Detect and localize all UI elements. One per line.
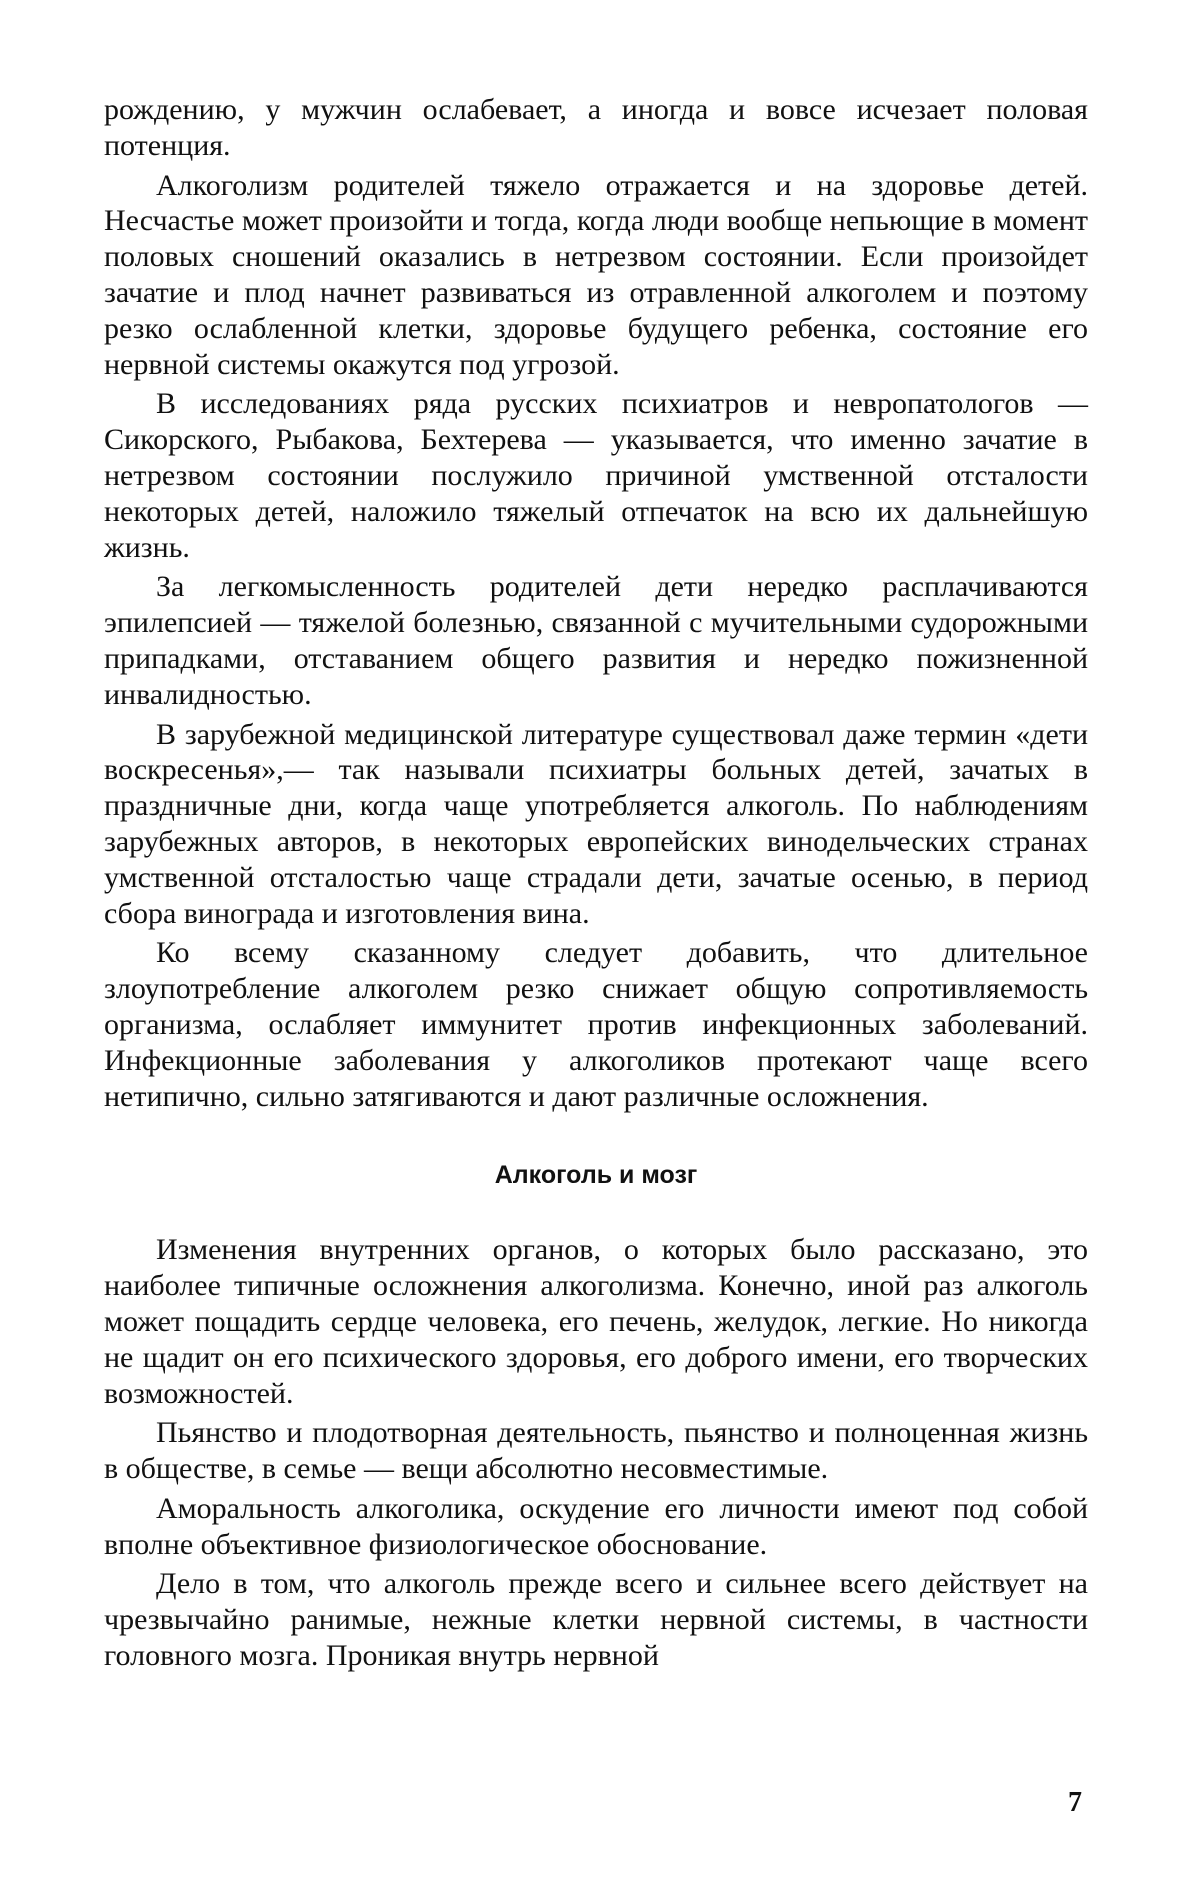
page-number: 7 [1068,1787,1082,1819]
paragraph-parents-alcoholism: Алкоголизм родителей тяжело отражается и на здоровье детей. Несчастье может произойти и тогда, когда люди вообще непьющие в момент половых сношений оказались в нетрезвом состоянии. Если произойдет зачатие и плод начнет развиваться из отравленной алкоголем и поэтому резко ослабленной клетки, здоровье будущего ребенка, состояние его нервной системы окажутся под угрозой. [104,168,1088,383]
paragraph-amorality: Аморальность алкоголика, оскудение его личности имеют под собой вполне объективное физиологическое обоснование. [104,1491,1088,1563]
book-page [104,92,1088,1674]
paragraph-drunkenness: Пьянство и плодотворная деятельность, пьянство и полноценная жизнь в обществе, в семье — вещи абсолютно несовместимые. [104,1415,1088,1487]
paragraph-sunday-children: В зарубежной медицинской литературе существовал даже термин «дети воскресенья»,— так называли психиатры больных детей, зачатых в праздничные дни, когда чаще употребляется алкоголь. По наблюдениям зарубежных авторов, в некоторых европейских винодельческих странах умственной отсталостью чаще страдали дети, зачатые осенью, в период сбора винограда и изготовления вина. [104,717,1088,932]
paragraph-nervous-system: Дело в том, что алкоголь прежде всего и сильнее всего действует на чрезвычайно ранимые, нежные клетки нервной системы, в частности головного мозга. Проникая внутрь нервной [104,1566,1088,1673]
paragraph-continuation: рождению, у мужчин ослабевает, а иногда и вовсе исчезает половая потенция. [104,92,1088,164]
paragraph-russian-psychiatrists: В исследованиях ряда русских психиатров и невропатологов — Сикорского, Рыбакова, Бехтерева — указывается, что именно зачатие в нетрезвом состоянии послужило причиной умственной отсталости некоторых детей, наложило тяжелый отпечаток на всю их дальнейшую жизнь. [104,386,1088,565]
paragraph-immunity: Ко всему сказанному следует добавить, что длительное злоупотребление алкоголем резко снижает общую сопротивляемость организма, ослабляет иммунитет против инфекционных заболеваний. Инфекционные заболевания у алкоголиков протекают чаще всего нетипично, сильно затягиваются и дают различные осложнения. [104,935,1088,1114]
section-heading: Алкоголь и мозг [104,1158,1088,1192]
paragraph-internal-organs: Изменения внутренних органов, о которых было рассказано, это наиболее типичные осложнения алкоголизма. Конечно, иной раз алкоголь может пощадить сердце человека, его печень, желудок, легкие. Но никогда не щадит он его психического здоровья, его доброго имени, его творческих возможностей. [104,1232,1088,1411]
paragraph-epilepsy: За легкомысленность родителей дети нередко расплачиваются эпилепсией — тяжелой болезнью, связанной с мучительными судорожными припадками, отставанием общего развития и нередко пожизненной инвалидностью. [104,569,1088,712]
